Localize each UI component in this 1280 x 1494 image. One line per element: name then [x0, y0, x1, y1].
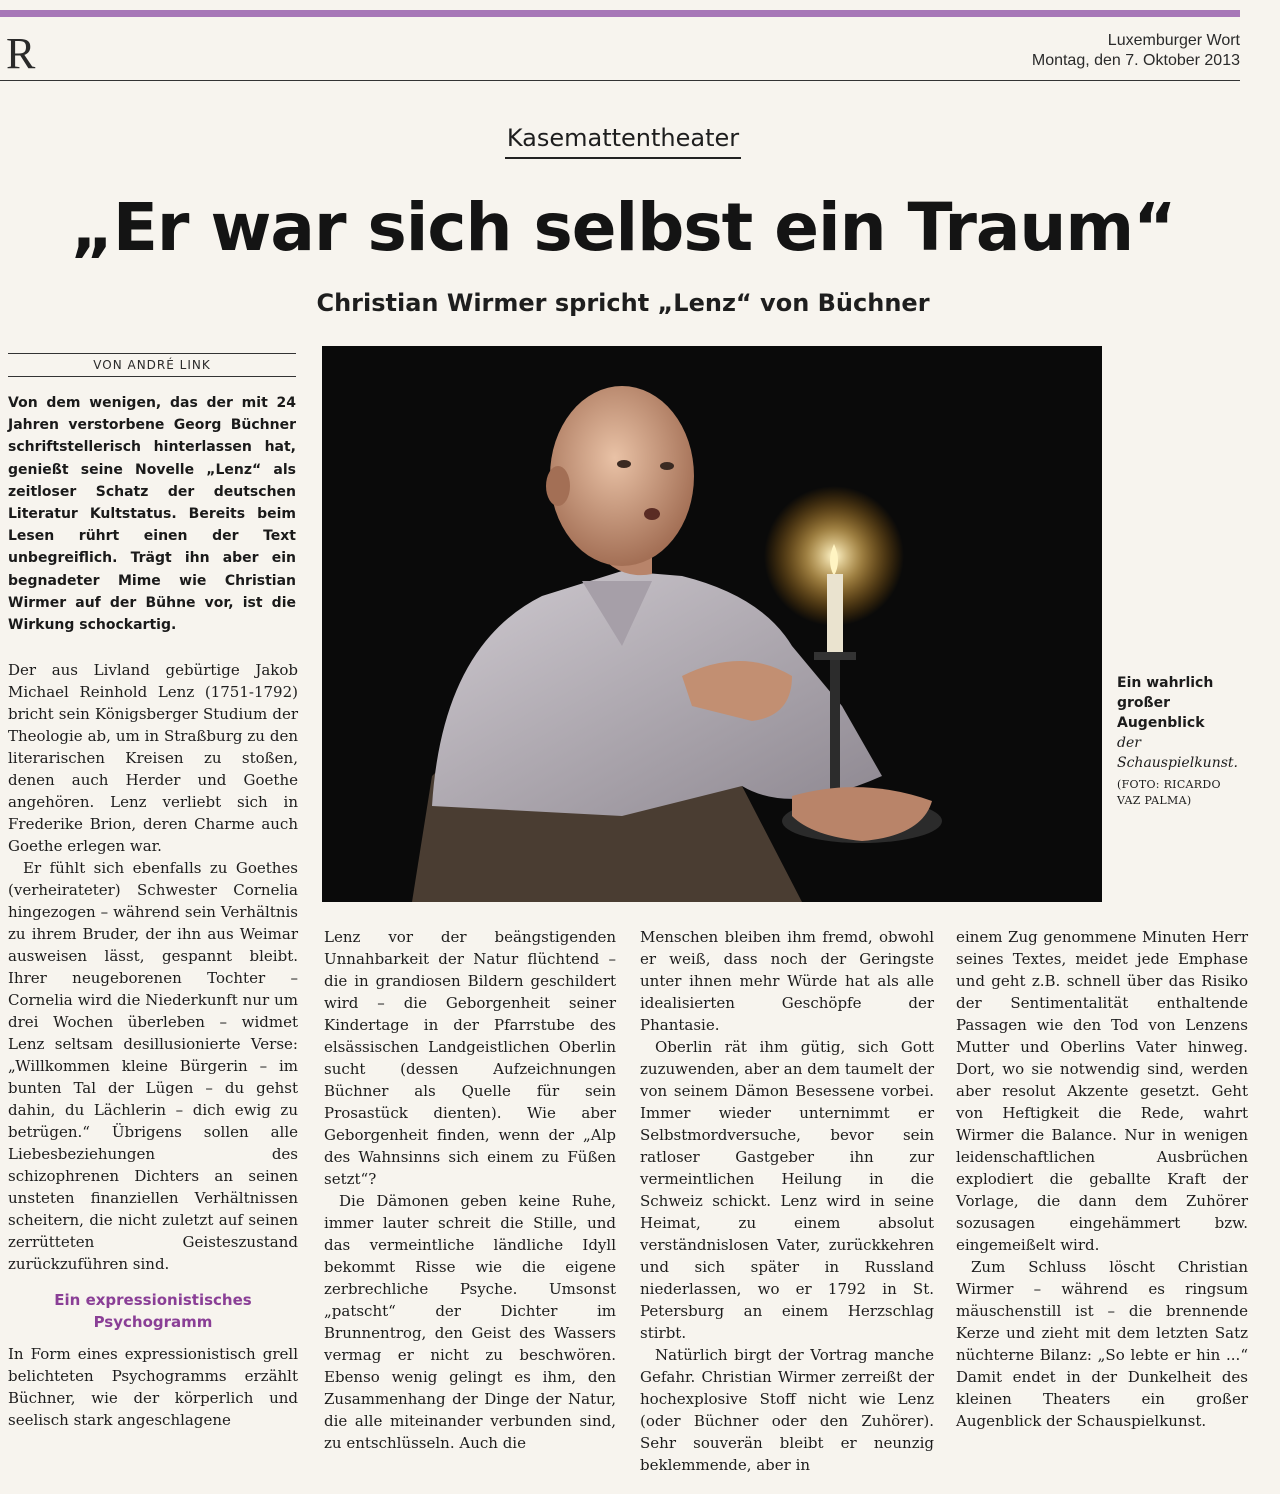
masthead: [1032, 31, 1240, 71]
paragraph: Die Dämonen geben keine Ruhe, immer lauter schreit die Stille, und das vermeintliche ländliche Idyll bekommt Risse wie die eigene zerbrechliche Psyche. Umsonst „patscht“ der Dichter im Brunnentrog, den Geist des Wassers vermag er nicht zu beschwören. Ebenso wenig gelingt es ihm, den Zusammenhang der Dinge der Natur, die alle miteinander verbunden sind, zu entschlüsseln. Auch die: [324, 1192, 616, 1452]
caption-bold: Ein wahrlich großer Augenblick: [1117, 675, 1214, 731]
paragraph: Natürlich birgt der Vortrag manche Gefahr. Christian Wirmer zerreißt der hochexplosive Stoff nicht wie Lenz (oder Büchner oder den Zuhörer). Sehr souverän bleibt er neunzig beklemmende, aber in: [640, 1346, 934, 1474]
issue-date: Montag, den 7. Oktober 2013: [1031, 52, 1240, 69]
lead-paragraph: Von dem wenigen, das der mit 24 Jahren verstorbene Georg Büchner schriftstellerisch hinterlassen hat, genießt seine Novelle „Lenz“ als zeitloser Schatz der deutschen Literatur Kultstatus. Bereits beim Lesen rührt einen der Text unbegreiflich. Trägt ihn aber ein begnadeter Mime wie Christian Wirmer auf der Bühne vor, ist die Wirkung schockartig.: [8, 395, 296, 634]
actor-photo: [322, 346, 1102, 902]
column-4: [956, 926, 1248, 1456]
paragraph: Er fühlt sich ebenfalls zu Goethes (verheirateter) Schwester Cornelia hingezogen – während sein Verhältnis zu ihrem Bruder, der ihn aus Weimar ausweisen lässt, gespannt bleibt. Ihrer neugeborenen Tochter – Cornelia wird die Niederkunft nur um drei Wochen überleben – widmet Lenz seltsam desillusionierte Verse: „Willkommen kleine Bürgerin – im bunten Tal der Lügen – du gehst dahin, du Lächlerin – dich ewig zu betrügen.“ Übrigens sollen alle Liebesbeziehungen des schizophrenen Dichters an seinen unsteten finanziellen Verhältnissen scheitern, die nicht zuletzt auf seinen zerrütteten Geisteszustand zurückzuführen sind.: [8, 859, 298, 1273]
paragraph: In Form eines expressionistisch grell belichteten Psychogramms erzählt Büchner, wie der körperlich und seelisch stark angeschlagene: [8, 1345, 298, 1429]
paragraph: Oberlin rät ihm gütig, sich Gott zuzuwenden, aber an dem taumelt der von seinem Dämon Besessene vorbei. Immer wieder unternimmt er Selbstmordversuche, bevor sein ratloser Gastgeber ihn zur vermeintlichen Heilung in die Schweiz schickt. Lenz wird in seine Heimat, zu einem absolut verständnislosen Vater, zurückkehren und sich später in Russland niederlassen, wo er 1792 in St. Petersburg an einem Herzschlag stirbt.: [640, 1038, 934, 1342]
subheading: Ein expressionistisches Psychogramm: [54, 1291, 252, 1331]
photo-credit: (FOTO: RICARDO VAZ PALMA): [1117, 778, 1221, 807]
paragraph: Der aus Livland gebürtige Jakob Michael Reinhold Lenz (1751-1792) bricht sein Königsberger Studium der Theologie ab, um in Straßburg zu den literarischen Kreisen zu stoßen, denen auch Herder und Goethe angehören. Lenz verliebt sich in Frederike Brion, deren Charme auch Goethe erlegen war.: [8, 661, 298, 855]
paragraph: Zum Schluss löscht Christian Wirmer – während es ringsum mäuschenstill ist – die brennende Kerze und zieht mit dem letzten Satz nüchterne Bilanz: „So lebte er hin ...“ Damit endet in der Dunkelheit des kleinen Theaters ein großer Augenblick der Schauspielkunst.: [956, 1258, 1248, 1430]
paragraph: Lenz vor der beängstigenden Unnahbarkeit der Natur flüchtend – die in grandiosen Bildern geschildert wird – die Geborgenheit seiner Kindertage in der Pfarrstube des elsässischen Landgeistlichen Oberlin sucht (dessen Aufzeichnungen Büchner als Quelle für sein Prosastück dienten). Wie aber Geborgenheit finden, wenn der „Alp des Wahnsinns sich einem zu Füßen setzt“?: [324, 928, 616, 1188]
caption-italic: der Schauspielkunst.: [1117, 735, 1238, 771]
paragraph: Menschen bleiben ihm fremd, obwohl er weiß, dass noch der Geringste unter ihnen mehr Würde hat als alle idealisierten Geschöpfe der Phantasie.: [640, 928, 934, 1034]
headline: „Er war sich selbst ein Traum“: [70, 189, 1176, 266]
section-letter: R: [6, 29, 36, 78]
kicker-container: [0, 123, 1246, 159]
column-2: [324, 926, 616, 1456]
byline: VON ANDRÉ LINK: [8, 353, 296, 377]
paragraph: einem Zug genommene Minuten Herr seines Textes, meidet jede Emphase und geht z.B. schnell über das Risiko der Sentimentalität enthaltende Passagen wie den Tod von Lenzens Mutter und Oberlins Vater hinweg. Dort, wo sie notwendig sind, werden aber resolut Akzente gesetzt. Geht von Heftigkeit die Rede, wahrt Wirmer die Balance. Nur in wenigen leidenschaftlichen Ausbrüchen explodiert die geballte Kraft der Vorlage, die dann dem Zuhörer sozusagen eingehämmert bzw. eingemeißelt wird.: [956, 928, 1248, 1254]
header-rule: [0, 80, 1240, 81]
column-3: [640, 926, 934, 1474]
top-color-rule: [0, 10, 1240, 17]
column-1: [8, 659, 298, 1439]
newspaper-name: Luxemburger Wort: [1107, 32, 1240, 49]
kicker: Kasemattentheater: [505, 123, 741, 159]
subheadline: Christian Wirmer spricht „Lenz“ von Büchner: [316, 289, 930, 317]
photo-caption: [1117, 673, 1247, 809]
